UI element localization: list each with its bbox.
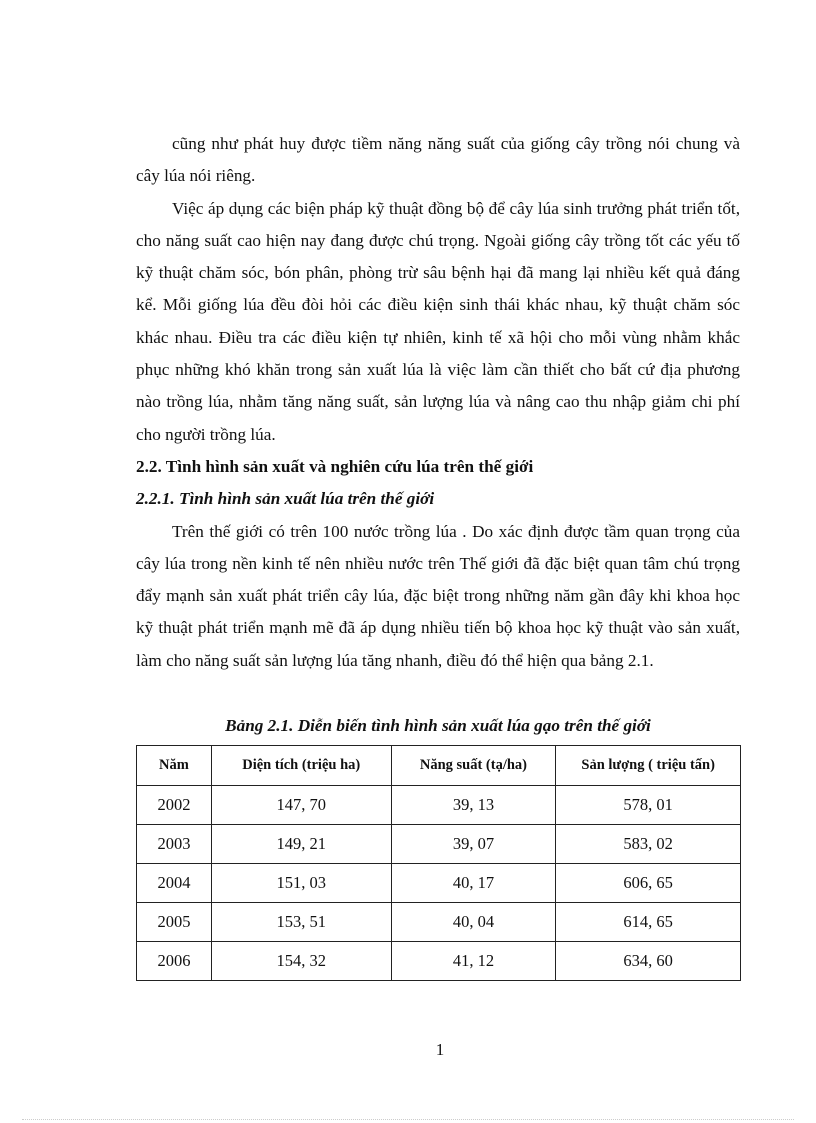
cell-yield: 41, 12 [391, 942, 556, 981]
cell-year: 2005 [137, 903, 212, 942]
cell-area: 153, 51 [211, 903, 391, 942]
page-number: 1 [435, 1040, 445, 1059]
table-row [137, 825, 741, 864]
cell-output: 614, 65 [556, 903, 741, 942]
paragraph-world-production: Trên thế giới có trên 100 nước trồng lúa . Do xác định được tầm quan trọng của cây lúa trong nền kinh tế nên nhiều nước trên Thế giới đã đặc biệt quan tâm chú trọng đẩy mạnh sản xuất phát triển cây lúa, đặc biệt trong những năm gần đây khi khoa học kỹ thuật phát triển mạnh mẽ đã áp dụng nhiều tiến bộ khoa học kỹ thuật vào sản xuất, làm cho năng suất sản lượng lúa tăng nhanh, điều đó thể hiện qua bảng 2.1. [136, 521, 740, 670]
table-row [137, 903, 741, 942]
cell-output: 634, 60 [556, 942, 741, 981]
cell-area: 149, 21 [211, 825, 391, 864]
table-row [137, 864, 741, 903]
table-row [137, 942, 741, 981]
body-text [136, 128, 740, 677]
cell-year: 2006 [137, 942, 212, 981]
cell-area: 154, 32 [211, 942, 391, 981]
paragraph-continuation: cũng như phát huy được tiềm năng năng suất của giống cây trồng nói chung và cây lúa nói riêng. [136, 134, 740, 186]
cell-year: 2004 [137, 864, 212, 903]
cell-yield: 40, 17 [391, 864, 556, 903]
subsection-heading: 2.2.1. Tình hình sản xuất lúa trên thế giới [136, 489, 435, 509]
cell-area: 151, 03 [211, 864, 391, 903]
cell-output: 583, 02 [556, 825, 741, 864]
header-year: Năm [137, 746, 212, 786]
header-area: Diện tích (triệu ha) [211, 746, 391, 786]
table-caption: Bảng 2.1. Diễn biến tình hình sản xuất lúa gạo trên thế giới [225, 716, 651, 735]
cell-yield: 40, 04 [391, 903, 556, 942]
header-output: Sản lượng ( triệu tấn) [556, 746, 741, 786]
cell-area: 147, 70 [211, 786, 391, 825]
production-table [136, 745, 741, 981]
cell-year: 2002 [137, 786, 212, 825]
page-footer-divider [22, 1119, 794, 1120]
cell-yield: 39, 13 [391, 786, 556, 825]
cell-year: 2003 [137, 825, 212, 864]
cell-output: 578, 01 [556, 786, 741, 825]
table-header-row [137, 746, 741, 786]
cell-output: 606, 65 [556, 864, 741, 903]
table-row [137, 786, 741, 825]
cell-yield: 39, 07 [391, 825, 556, 864]
section-heading: 2.2. Tình hình sản xuất và nghiên cứu lúa trên thế giới [136, 456, 534, 476]
header-yield: Năng suất (tạ/ha) [391, 746, 556, 786]
paragraph-techniques: Việc áp dụng các biện pháp kỹ thuật đồng bộ để cây lúa sinh trưởng phát triển tốt, cho năng suất cao hiện nay đang được chú trọng. Ngoài giống cây trồng tốt các yếu tố kỹ thuật chăm sóc, bón phân, phòng trừ sâu bệnh hại đã mang lại nhiều kết quả đáng kể. Mỗi giống lúa đều đòi hỏi các điều kiện sinh thái khác nhau, kỹ thuật chăm sóc khác nhau. Điều tra các điều kiện tự nhiên, kinh tế xã hội cho mỗi vùng nhằm khắc phục những khó khăn trong sản xuất lúa là việc làm cần thiết cho bất cứ địa phương nào trồng lúa, nhằm tăng năng suất, sản lượng lúa và nâng cao thu nhập giảm chi phí cho người trồng lúa. [136, 198, 740, 444]
